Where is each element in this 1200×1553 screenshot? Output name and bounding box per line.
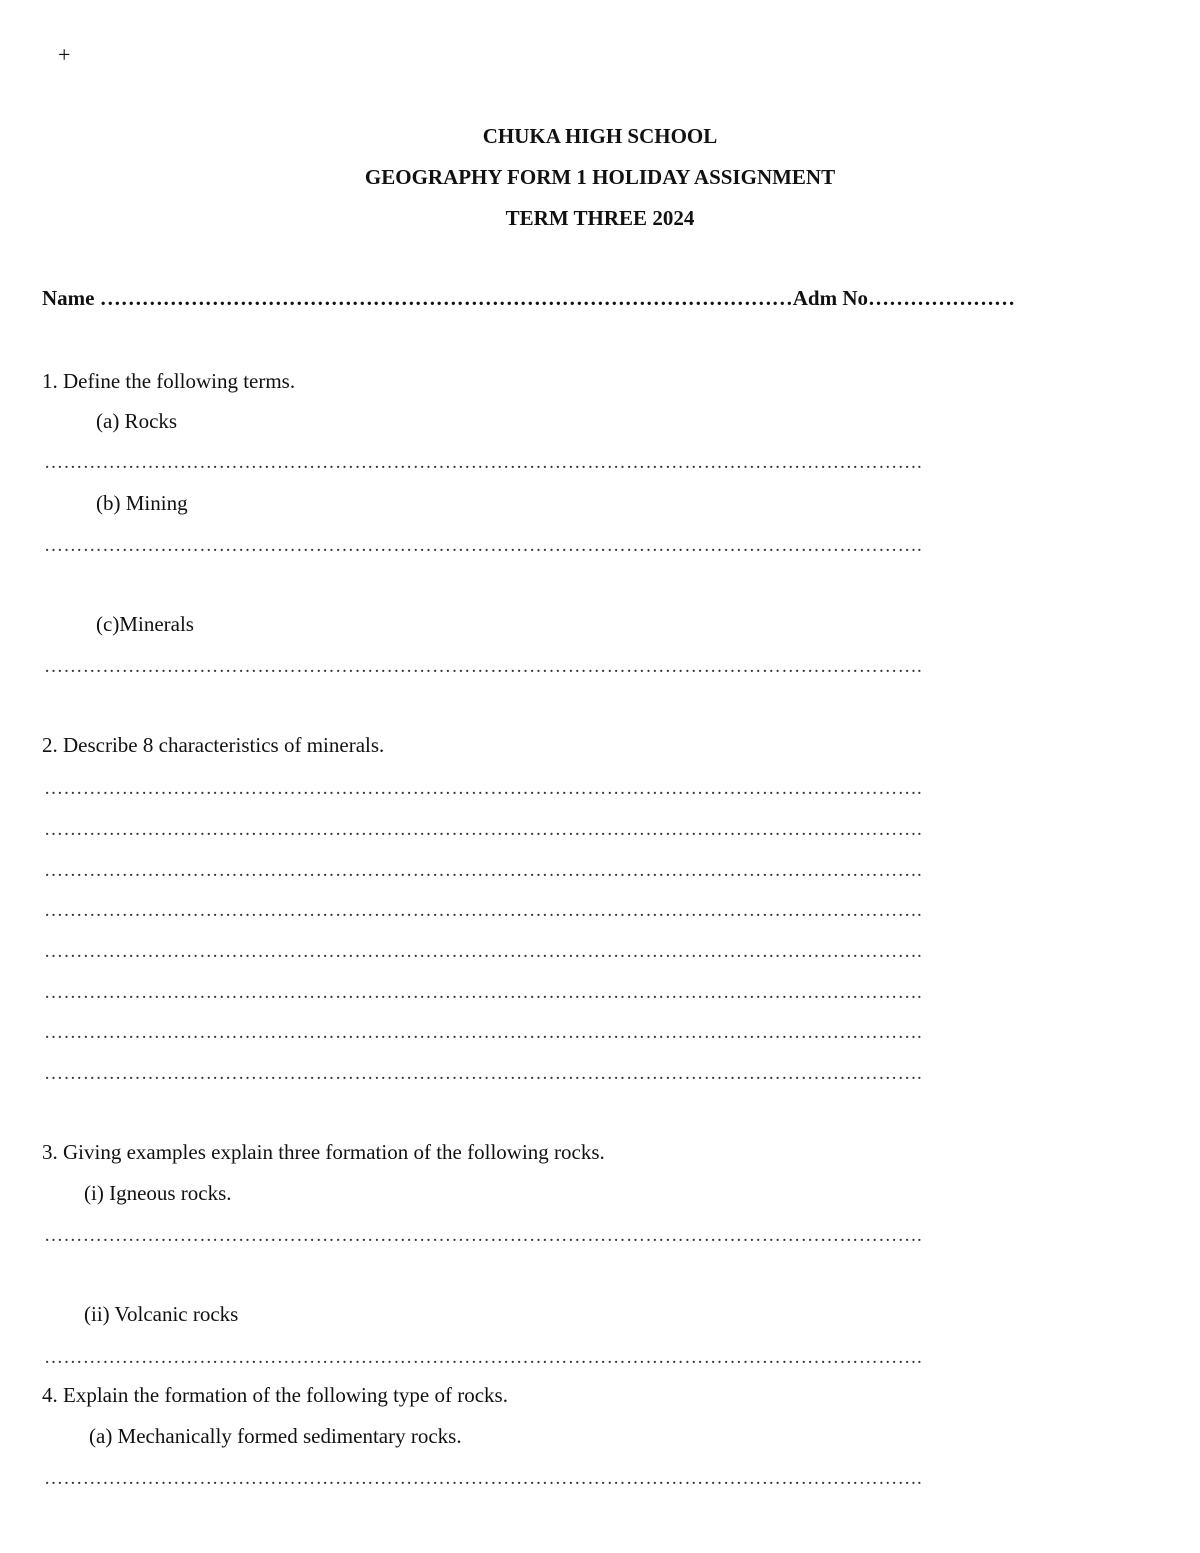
- answer-line-4a[interactable]: ……………………………………………………………………………………………………………………….: [44, 1468, 923, 1489]
- answer-line-2-3[interactable]: ……………………………………………………………………………………………………………………….: [44, 860, 923, 881]
- answer-line-2-6[interactable]: ……………………………………………………………………………………………………………………….: [44, 982, 923, 1003]
- question-1: 1. Define the following terms.: [42, 369, 296, 393]
- question-3i-label: (i) Igneous rocks.: [84, 1181, 232, 1205]
- question-3: 3. Giving examples explain three formation of the following rocks.: [42, 1140, 605, 1164]
- question-2: 2. Describe 8 characteristics of minerals.: [42, 733, 385, 757]
- answer-line-2-1[interactable]: ……………………………………………………………………………………………………………………….: [44, 778, 923, 799]
- answer-line-1c[interactable]: ……………………………………………………………………………………………………………………….: [44, 656, 923, 677]
- answer-line-2-7[interactable]: ……………………………………………………………………………………………………………………….: [44, 1022, 923, 1043]
- answer-line-1a[interactable]: ……………………………………………………………………………………………………………………….: [44, 452, 923, 473]
- answer-line-2-2[interactable]: ……………………………………………………………………………………………………………………….: [44, 819, 923, 840]
- answer-line-2-8[interactable]: ……………………………………………………………………………………………………………………….: [44, 1063, 923, 1084]
- answer-line-3i[interactable]: ……………………………………………………………………………………………………………………….: [44, 1225, 923, 1246]
- question-1a-label: (a) Rocks: [96, 409, 178, 433]
- term-title: TERM THREE 2024: [505, 206, 695, 230]
- assignment-title: GEOGRAPHY FORM 1 HOLIDAY ASSIGNMENT: [364, 165, 836, 189]
- answer-line-2-5[interactable]: ……………………………………………………………………………………………………………………….: [44, 941, 923, 962]
- answer-line-3ii[interactable]: ……………………………………………………………………………………………………………………….: [44, 1347, 923, 1368]
- answer-line-2-4[interactable]: ……………………………………………………………………………………………………………………….: [44, 900, 923, 921]
- corner-plus-mark: +: [58, 42, 71, 67]
- question-1c-label: (c)Minerals: [96, 612, 194, 636]
- answer-line-1b[interactable]: ……………………………………………………………………………………………………………………….: [44, 535, 923, 556]
- school-title: CHUKA HIGH SCHOOL: [482, 124, 718, 148]
- question-3ii-label: (ii) Volcanic rocks: [84, 1302, 239, 1326]
- question-4: 4. Explain the formation of the following type of rocks.: [42, 1383, 508, 1407]
- question-1b-label: (b) Mining: [96, 491, 188, 515]
- question-4a-label: (a) Mechanically formed sedimentary rocks.: [89, 1424, 462, 1448]
- name-adm-field[interactable]: Name ………………………………………………………………………………………Adm No…………………: [42, 286, 1015, 310]
